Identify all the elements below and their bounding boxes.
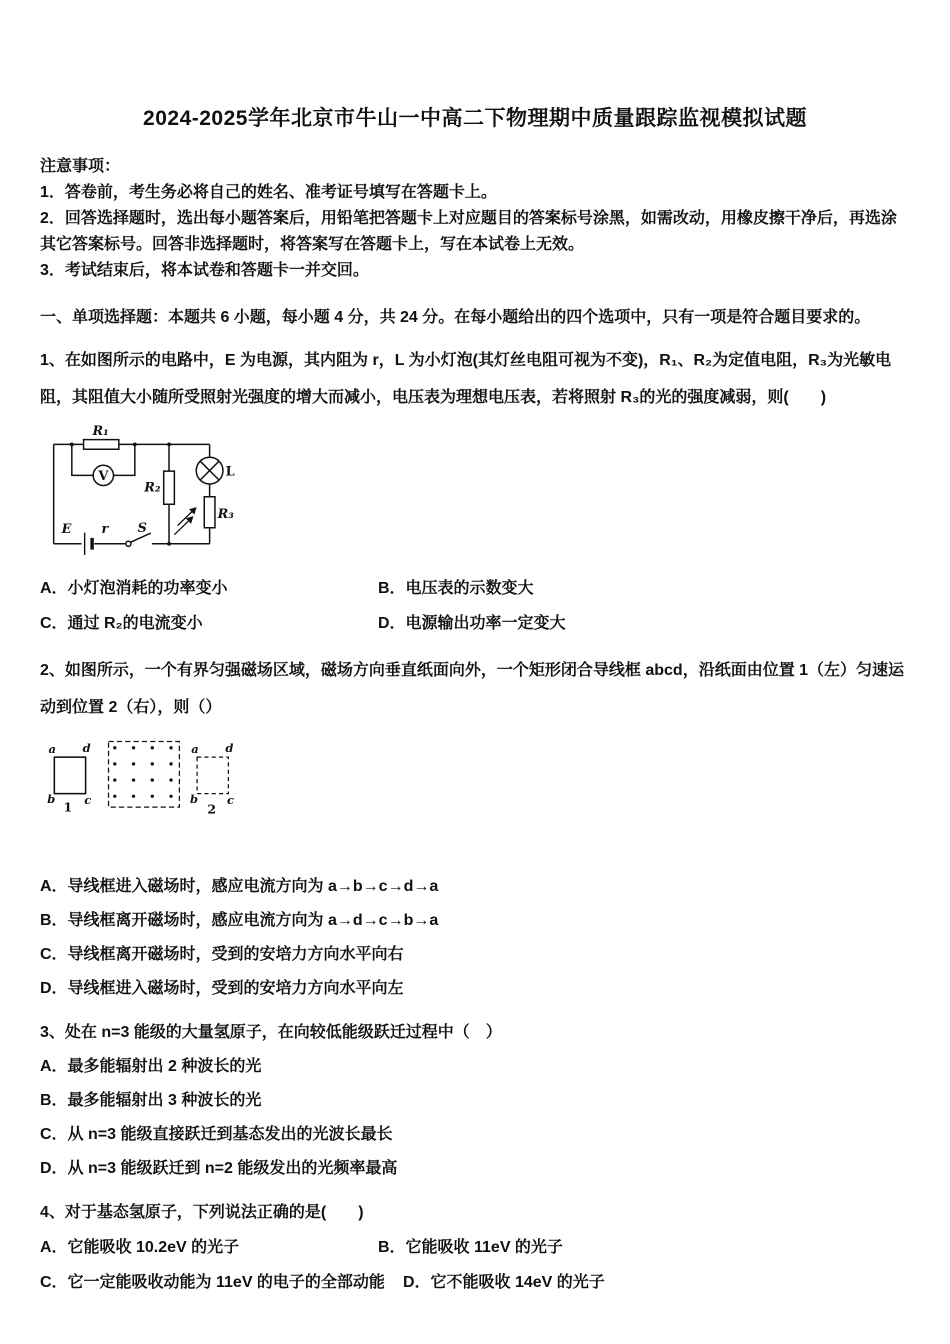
- option-b: B．它能吸收 11eV 的光子: [378, 1239, 563, 1256]
- label-r2: R₂: [144, 480, 161, 496]
- section-1-heading: 一、单项选择题：本题共 6 小题，每小题 4 分，共 24 分。在每小题给出的四个选项中，只有一项是符合题目要求的。: [40, 309, 871, 326]
- label-emf: E: [61, 522, 72, 538]
- resistor-r2: [164, 471, 175, 504]
- option-a: A．最多能辐射出 2 种波长的光: [40, 1058, 262, 1075]
- label-pos2-c: c: [226, 793, 234, 808]
- label-pos2-num: 2: [207, 801, 217, 817]
- field-figure: [46, 736, 910, 820]
- option-a: A．它能吸收 10.2eV 的光子: [40, 1239, 240, 1256]
- option-a: A．小灯泡消耗的功率变小: [40, 580, 228, 597]
- label-lamp: L: [225, 464, 235, 480]
- option-b: B．最多能辐射出 3 种波长的光: [40, 1092, 262, 1109]
- label-internal-r: r: [101, 522, 109, 538]
- question-4-options-row-1: [40, 1230, 910, 1265]
- coil-position-1: [54, 757, 85, 793]
- label-r3: R₃: [217, 507, 234, 523]
- label-pos1-b: b: [47, 792, 56, 807]
- question-1-stem: 1、在如图所示的电路中，E 为电源，其内阻为 r，L 为小灯泡(其灯丝电阻可视为不变)，R₁、R₂为定值电阻，R₃为光敏电阻，其阻值大小随所受照射光强度的增大而减小，电压表为理想电压表，若将照射 R₃的光的强度减弱，则( ): [40, 352, 892, 406]
- circuit-diagram: [46, 422, 260, 563]
- label-pos1-c: c: [84, 793, 92, 808]
- notice-heading: 注意事项：: [40, 158, 121, 175]
- label-pos2-a: a: [191, 741, 199, 756]
- option-d: D．它不能吸收 14eV 的光子: [402, 1274, 605, 1291]
- resistor-r1: [84, 440, 119, 450]
- label-r1: R₁: [92, 423, 109, 439]
- question-2: [40, 652, 910, 1006]
- coil-position-2: [197, 757, 228, 793]
- option-c: C．从 n=3 能级直接跃迁到基态发出的光波长最长: [40, 1126, 393, 1143]
- question-4-options-row-2: [40, 1265, 910, 1300]
- option-d: D．电源输出功率一定变大: [378, 615, 566, 632]
- option-c: C．导线框离开磁场时，受到的安培力方向水平向右: [40, 946, 404, 963]
- option-b: B．电压表的示数变大: [378, 580, 534, 597]
- page-title: 2024-2025学年北京市牛山一中高二下物理期中质量跟踪监视模拟试题: [143, 107, 807, 130]
- field-region: [109, 742, 180, 808]
- switch-icon: [126, 541, 131, 546]
- option-b: B．导线框离开磁场时，感应电流方向为 a→d→c→b→a: [40, 912, 439, 929]
- question-1-options-row-1: [40, 571, 910, 606]
- question-1-options-row-2: [40, 606, 910, 641]
- question-3-stem: 3、处在 n=3 能级的大量氢原子，在向较低能级跃迁过程中（ ）: [40, 1024, 502, 1041]
- junction-dot: [167, 542, 171, 546]
- label-pos2-d: d: [225, 740, 234, 755]
- question-4-stem: 4、对于基态氢原子，下列说法正确的是( ): [40, 1204, 364, 1221]
- label-pos1-a: a: [48, 741, 56, 756]
- resistor-r3: [204, 497, 215, 528]
- option-d: D．从 n=3 能级跃迁到 n=2 能级发出的光频率最高: [40, 1160, 398, 1177]
- option-c: C．通过 R₂的电流变小: [40, 615, 203, 632]
- junction-dot: [133, 443, 137, 447]
- label-pos1-num: 1: [63, 799, 73, 815]
- notice-item-3: 3．考试结束后，将本试卷和答题卡一并交回。: [40, 262, 369, 279]
- question-2-stem: 2、如图所示，一个有界匀强磁场区域，磁场方向垂直纸面向外，一个矩形闭合导线框 abcd，沿纸面由位置 1（左）匀速运动到位置 2（右），则（）: [40, 662, 905, 716]
- notice-section: [40, 154, 910, 284]
- option-a: A．导线框进入磁场时，感应电流方向为 a→b→c→d→a: [40, 878, 439, 895]
- field-dots: [113, 746, 173, 798]
- label-voltmeter: V: [98, 469, 109, 485]
- magnetic-field-diagram: [46, 736, 244, 820]
- label-pos2-b: b: [189, 792, 198, 807]
- circuit-figure: [46, 422, 910, 563]
- label-switch: S: [137, 521, 147, 537]
- question-3: [40, 1016, 910, 1186]
- label-pos1-d: d: [82, 740, 91, 755]
- junction-dot: [167, 443, 171, 447]
- notice-item-2: 2．回答选择题时，选出每小题答案后，用铅笔把答题卡上对应题目的答案标号涂黑，如需改动，用橡皮擦干净后，再选涂其它答案标号。回答非选择题时，将答案写在答题卡上，写在本试卷上无效。: [40, 210, 897, 253]
- question-1: [40, 342, 910, 641]
- junction-dot: [70, 443, 74, 447]
- option-d: D．导线框进入磁场时，受到的安培力方向水平向左: [40, 980, 404, 997]
- question-4: [40, 1196, 910, 1300]
- option-c: C．它一定能吸收动能为 11eV 的电子的全部动能: [40, 1274, 385, 1291]
- notice-item-1: 1．答卷前，考生务必将自己的姓名、准考证号填写在答题卡上。: [40, 184, 497, 201]
